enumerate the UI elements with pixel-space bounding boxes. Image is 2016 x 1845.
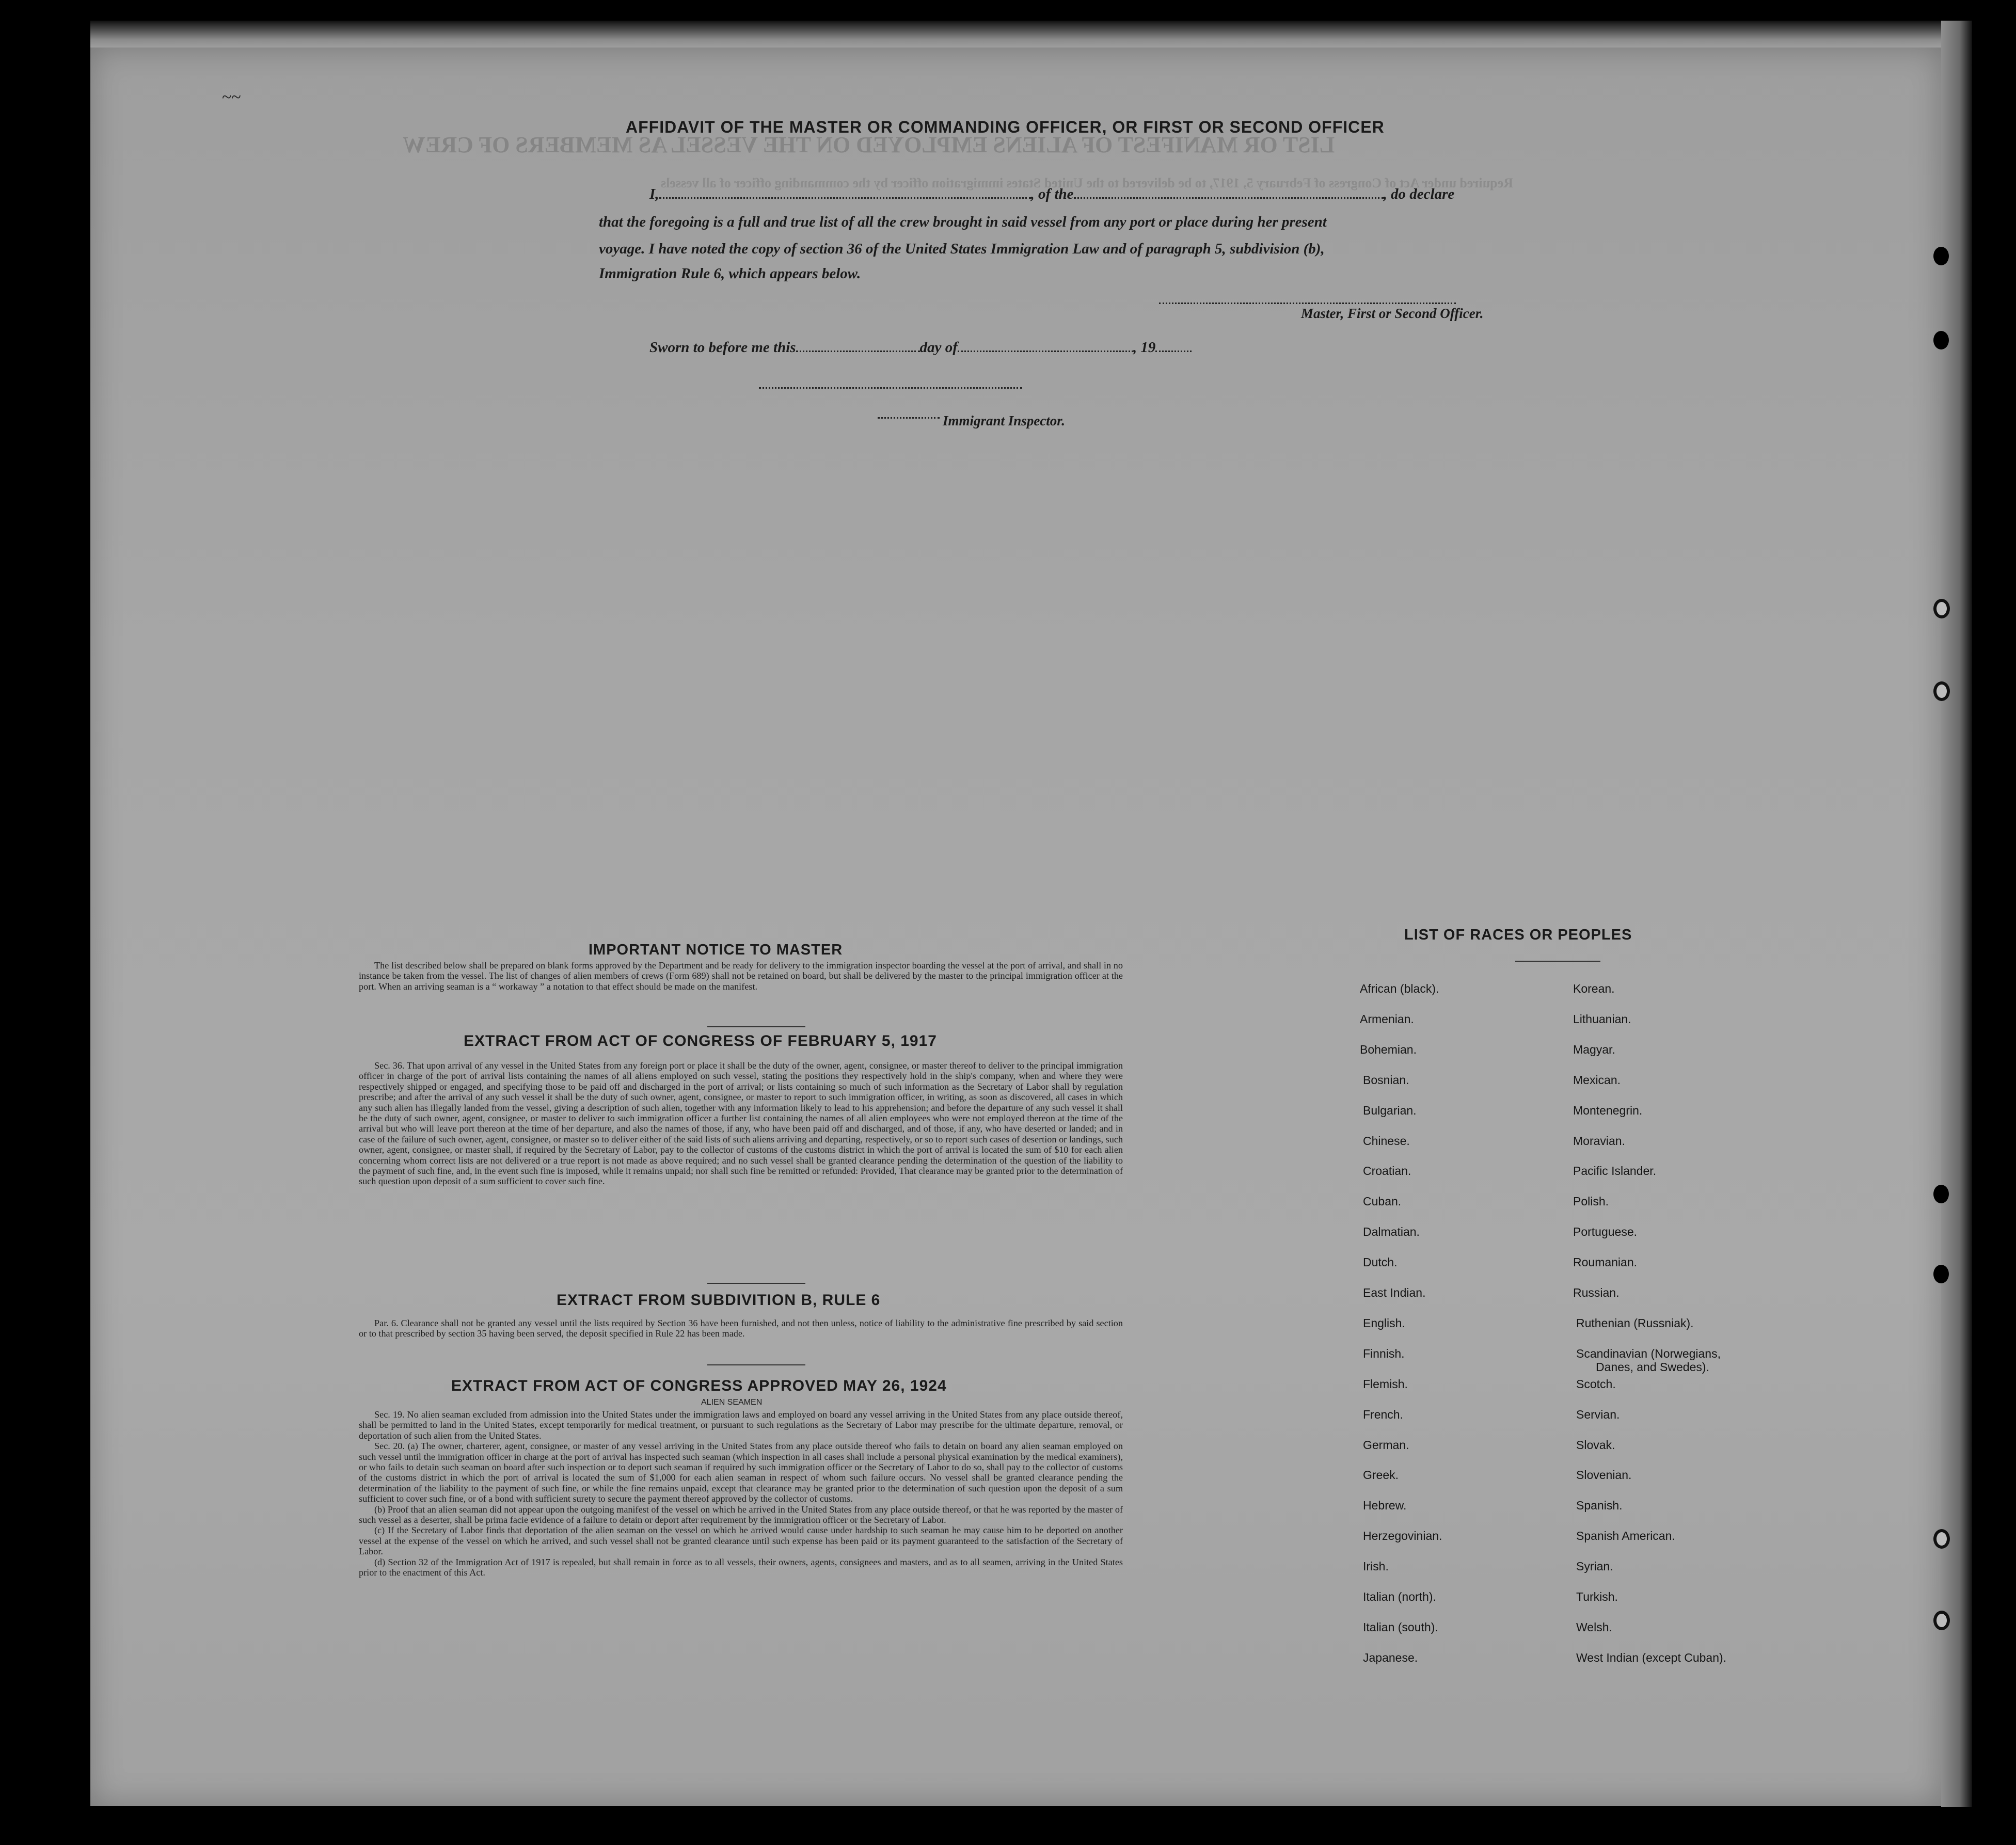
sworn-prefix: Sworn to before me this [649, 339, 796, 356]
race-item: East Indian. [1363, 1286, 1426, 1299]
vessel-blank[interactable] [1074, 197, 1384, 199]
affidavit-i-label: I, [649, 186, 659, 202]
extract-1924-title: EXTRACT FROM ACT OF CONGRESS APPROVED MAY 26, 1924 [451, 1377, 947, 1394]
punch-hole [1933, 681, 1950, 701]
affidavit-declaration-line [649, 186, 1454, 203]
race-item: Greek. [1363, 1468, 1399, 1482]
extract-1917-title: EXTRACT FROM ACT OF CONGRESS OF FEBRUARY 5, 1917 [464, 1032, 937, 1049]
punch-hole [1933, 247, 1949, 265]
affidavit-title: AFFIDAVIT OF THE MASTER OR COMMANDING OFFICER, OR FIRST OR SECOND OFFICER [626, 118, 1385, 136]
race-item: Dalmatian. [1363, 1225, 1420, 1239]
race-item: Finnish. [1363, 1346, 1405, 1360]
race-item: Japanese. [1363, 1650, 1418, 1664]
section-20d-paragraph: (d) Section 32 of the Immigration Act of 1917 is repealed, but shall remain in force as to all vessels, their owners, agents, consignees and masters, and as to all seamen, arriving in the United States prior to the enactment of this Act. [359, 1556, 1123, 1578]
section-36-paragraph: Sec. 36. That upon arrival of any vessel in the United States from any foreign port or place it shall be the duty of the owner, agent, consignee, or master thereof to deliver to the principal immigration officer in charge of the port of arrival lists containing the names of all aliens employed on such vessel, stating the positions they respectively hold in the ship's company, when and where they were respectively shipped or engaged, and specifying those to be paid off and discharged in the port of arrival; or lists containing so much of such information as the Secretary of Labor shall by regulation prescribe; and after the arrival of any such vessel it shall be the duty of such owner, agent, consignee, or master to report to such immigration officer, in writing, as soon as discovered, all cases in which any such alien has illegally landed from the vessel, giving a description of such alien, together with any information likely to lead to his apprehension; and before the departure of any such vessel it shall be the duty of such owner, agent, consignee, or master to deliver to such immigration officer a further list containing the names of all alien employees who were not employed thereon at the time of the arrival but who will leave port thereon at the time of her departure, and also the names of those, if any, who have been paid off and discharged, and of those, if any, who have deserted or landed; and in case of the failure of such owner, agent, consignee, or master so to deliver either of the said lists of such aliens arriving and departing, respectively, or so to report such cases of desertion or landings, such owner, agent, consignee, or master shall, if required by the Secretary of Labor, pay to the collector of customs of the customs district in which the port of arrival is located the sum of $10 for each alien concerning whom correct lists are not delivered or a true report is not made as above required; and no such vessel shall be granted clearance pending the determination of the question of the liability to the payment of such fine, and, in the event such fine is imposed, while it remains unpaid; nor shall such fine be remitted or refunded: Provided, That clearance may be granted prior to the determination of such question upon deposit of a sum sufficient to cover such fine. [359, 1060, 1123, 1187]
section-20c-paragraph: (c) If the Secretary of Labor finds that deportation of the alien seaman on the vessel on which he arrived would cause under hardship to such seaman he may cause him to be deported on another vessel at the expense of the vessel on which he arrived, and such vessel shall not be granted clearance until such expense has been paid or its payment guaranteed to the satisfaction of the Secretary of Labor. [359, 1525, 1123, 1557]
notice-paragraph: The list described below shall be prepared on blank forms approved by the Department and be ready for delivery to the immigration inspector boarding the vessel at the port of arrival, and shall in no instance be taken from the vessel. The list of changes of alien members of crews (Form 689) shall not be retained on board, but shall be delivered by the master to the principal immigration officer at the port. When an arriving seaman is a “ workaway ” a notation to that effect should be made on the manifest. [359, 960, 1123, 992]
extract-1924-body [359, 1409, 1123, 1578]
section-divider [707, 1026, 805, 1027]
notice-title: IMPORTANT NOTICE TO MASTER [589, 942, 843, 958]
race-item: Montenegrin. [1573, 1103, 1643, 1117]
race-item: African (black). [1360, 982, 1439, 995]
race-item: Slovenian. [1576, 1468, 1632, 1482]
races-title-rule [1515, 961, 1600, 962]
race-item: Spanish American. [1576, 1529, 1675, 1543]
race-item: Scandinavian (Norwegians, [1576, 1346, 1721, 1360]
race-item: Servian. [1576, 1407, 1620, 1421]
race-item: Spanish. [1576, 1499, 1623, 1513]
affidavit-line-3: voyage. I have noted the copy of section 36 of the United States Immigration Law and of paragraph 5, subdivision (b), [599, 241, 1325, 257]
race-item: Mexican. [1573, 1073, 1621, 1087]
sworn-day-blank[interactable] [796, 351, 920, 352]
section-20a-paragraph: Sec. 20. (a) The owner, charterer, agent, consignee, or master of any vessel arriving in the United States from any place outside thereof who fails to detain on board any alien seaman employed on such vessel until the immigration officer in charge at the port of arrival has inspected such seaman (which inspection in all cases shall include a personal physical examination by the medical examiners), or who fails to detain such seaman on board after such inspection or to deport such seaman if required by such immigration officer or the Secretary of Labor to do so, shall pay to the collector of customs of the customs district in which the port of arrival is located the sum of $1,000 for each alien seaman in respect of whom such failure occurs. No vessel shall be granted clearance pending the determination of the liability to the payment of such fine, or while the fine remains unpaid, except that clearance may be granted prior to the determination of such question upon the deposit of a sum sufficient to cover such fine, or of a bond with sufficient surety to secure the payment thereof approved by the collector of customs. [359, 1441, 1123, 1504]
inspector-name-blank[interactable] [878, 417, 940, 419]
race-item: German. [1363, 1438, 1409, 1452]
race-item: Syrian. [1576, 1560, 1613, 1573]
affidavit-of-label: , of the [1030, 186, 1074, 202]
name-blank[interactable] [659, 197, 1031, 199]
race-item: Slovak. [1576, 1438, 1615, 1452]
race-item: Irish. [1363, 1560, 1389, 1573]
section-19-paragraph: Sec. 19. No alien seaman excluded from admission into the United States under the immigration laws and employed on board any vessel arriving in the United States from any place outside thereof, shall be permitted to land in the United States, except temporarily for medical treatment, or pursuant to such regulations as the Secretary of Labor may prescribe for the ultimate departure, removal, or deportation of such alien from the United States. [359, 1409, 1123, 1441]
race-item: English. [1363, 1316, 1405, 1330]
race-item: Polish. [1573, 1195, 1609, 1208]
scan-top-edge [90, 21, 1970, 47]
race-item: Russian. [1573, 1286, 1620, 1299]
inspector-signature-blank[interactable] [759, 387, 1022, 389]
race-item: Dutch. [1363, 1255, 1398, 1269]
races-title: LIST OF RACES OR PEOPLES [1404, 927, 1632, 943]
race-item: Italian (south). [1363, 1620, 1438, 1634]
race-item: Pacific Islander. [1573, 1164, 1657, 1178]
race-item: Moravian. [1573, 1134, 1625, 1148]
section-divider [707, 1283, 805, 1284]
race-item: Italian (north). [1363, 1590, 1436, 1603]
bleed-through-heading: LIST OR MANIFEST OF ALIENS EMPLOYED ON THE VESSEL AS MEMBERS OF CREW [403, 132, 1335, 157]
race-item: Magyar. [1573, 1042, 1615, 1056]
inspector-caption: Immigrant Inspector. [943, 413, 1066, 428]
extract-1917-body [359, 1060, 1123, 1187]
race-item: Korean. [1573, 982, 1615, 995]
sworn-month-blank[interactable] [958, 351, 1133, 352]
race-item: Bulgarian. [1363, 1103, 1417, 1117]
race-item: West Indian (except Cuban). [1576, 1650, 1727, 1664]
race-item: Bohemian. [1360, 1042, 1417, 1056]
notice-body [359, 960, 1123, 992]
sworn-day-label: day of [919, 339, 958, 356]
race-item: Flemish. [1363, 1377, 1408, 1391]
pen-mark: ~~ [222, 88, 241, 107]
race-item: Ruthenian (Russniak). [1576, 1316, 1694, 1330]
punch-hole [1933, 1529, 1950, 1549]
sworn-line [649, 339, 1192, 356]
signature-blank[interactable] [1159, 303, 1456, 304]
sworn-year-label: , 19 [1133, 339, 1156, 356]
race-item: Danes, and Swedes). [1596, 1360, 1709, 1374]
paragraph-6: Par. 6. Clearance shall not be granted any vessel until the lists required by Section 36 have been furnished, and not then unless, notice of liability to the administrative fine prescribed by said section or to that prescribed by section 35 having been served, the deposit specified in Rule 22 has been made. [359, 1318, 1123, 1339]
punch-hole [1933, 1611, 1950, 1630]
race-item: Chinese. [1363, 1134, 1410, 1148]
bleed-through-subheading: Required under Act of Congress of February 5, 1917, to be delivered to the United States immigration officer by the commanding officer of all vessels [661, 176, 1513, 190]
race-item: Cuban. [1363, 1195, 1402, 1208]
punch-hole [1933, 1265, 1949, 1283]
extract-rule6-body [359, 1318, 1123, 1339]
race-item: Turkish. [1576, 1590, 1618, 1603]
race-item: Scotch. [1576, 1377, 1616, 1391]
affidavit-line-2: that the foregoing is a full and true list of all the crew brought in said vessel from any port or place during her present [599, 214, 1327, 230]
race-item: Armenian. [1360, 1012, 1414, 1026]
race-item: Lithuanian. [1573, 1012, 1631, 1026]
race-item: Herzegovinian. [1363, 1529, 1442, 1543]
race-item: French. [1363, 1407, 1403, 1421]
extract-rule6-title: EXTRACT FROM SUBDIVITION B, RULE 6 [557, 1292, 881, 1309]
affidavit-declare-label: , do declare [1383, 186, 1455, 202]
alien-seamen-subtitle: ALIEN SEAMEN [701, 1398, 763, 1407]
race-item: Hebrew. [1363, 1499, 1407, 1513]
punch-hole [1933, 1185, 1949, 1203]
race-item: Roumanian. [1573, 1255, 1638, 1269]
signature-caption: Master, First or Second Officer. [1301, 306, 1484, 321]
punch-hole [1933, 331, 1949, 349]
section-20b-paragraph: (b) Proof that an alien seaman did not appear upon the outgoing manifest of the vessel on which he arrived in the United States from any place outside thereof, or that he was reported by the master of such vessel as a deserter, shall be prima facie evidence of a failure to detain or deport after requirement by the immigration officer or the Secretary of Labor. [359, 1504, 1123, 1525]
section-divider [707, 1364, 805, 1365]
race-item: Welsh. [1576, 1620, 1612, 1634]
race-item: Portuguese. [1573, 1225, 1638, 1239]
affidavit-line-4: Immigration Rule 6, which appears below. [599, 265, 861, 282]
sworn-year-blank[interactable] [1155, 351, 1192, 352]
punch-hole [1933, 599, 1950, 618]
race-item: Bosnian. [1363, 1073, 1409, 1087]
race-item: Croatian. [1363, 1164, 1411, 1178]
